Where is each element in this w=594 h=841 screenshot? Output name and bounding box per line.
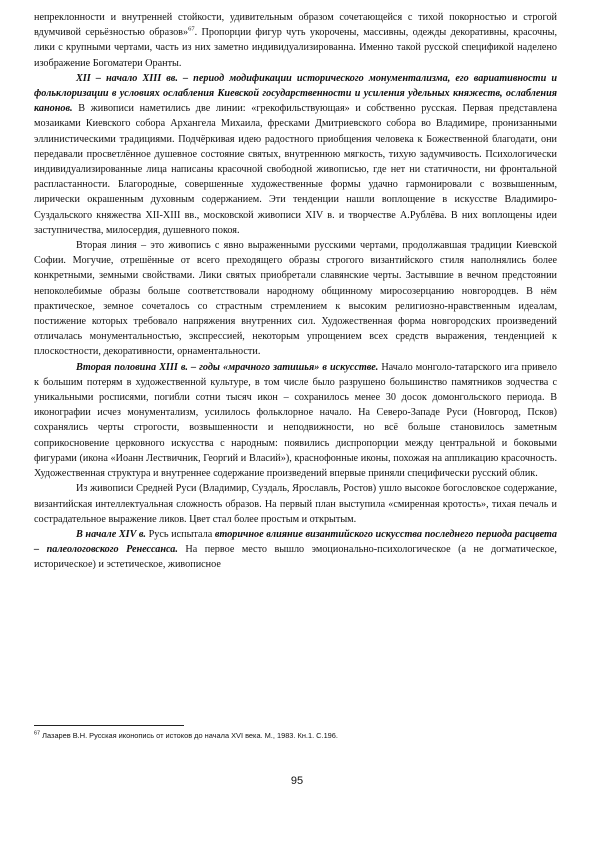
paragraph-text: непреклонности и внутренней стойкости, удивительным образом сочетающейся с тихой покорностью и строгой вдумчивой серьёзностью образов»	[34, 12, 557, 39]
footnote-text: Лазарев В.Н. Русская иконопись от истоков до начала XVI века. М., 1983. Кн.1. С.196.	[40, 731, 338, 740]
page-number: 95	[290, 775, 304, 787]
footnote-number: 67	[34, 730, 41, 737]
paragraph-3	[34, 238, 557, 360]
paragraph-text: Вторая линия – это живопись с явно выраженными русскими чертами, продолжавшая традиции Киевской Софии. Могучие, отрешённые от всего преходящего образы строгого византийского стиля наполнялись более конкретными, земными свойствами. Лики святых приобретали славянские черты. Застывшие в вечном предстоянии непоколебимые образы больше соответствовали народному общинному миросозерцанию новгородцев. В нём практическое, земное сочеталось со страстным стремлением к высоким религиозно-нравственным идеалам, постижение которых требовало напряжения внутренних сил. Художественная форма новгородских произведений отличалась монументальностью, экспрессией, некоторым упрощением всех средств выражения, тенденцией к плоскостности, декоративности, орнаментальности.	[34, 240, 557, 358]
paragraph-text: Начало монголо-татарского ига привело к большим потерям в художественной культуре, в том числе было разрушено большинство памятников зодчества с уникальными росписями, погибли сотни тысяч икон – сохранилось менее 30 досок домонгольского периода. В иконографии исчез монументализм, усилилось фольклорное начало. На Северо-Западе Руси (Новгород, Псков) сохранялись черты строгости, возвышенности и неподвижности, но всё больше становилось заметным соприкосновение церковного искусства с народным: появились диспропорции между центральной и боковыми фигурами (икона «Иоанн Лествичник, Георгий и Власий»), краснофонные иконы, похожая на аппликацию красочность. Художественная структура и внутреннее содержание произведений впервые приняли специфически русский облик.	[34, 361, 557, 480]
paragraph-6	[34, 527, 557, 573]
footnote-reference[interactable]: 67	[188, 25, 195, 33]
paragraph-1	[34, 10, 557, 71]
paragraph-text: На первое место вышло эмоционально-психологическое (а не догматическое, историческое) и эстетическое, живописное	[34, 544, 557, 571]
paragraph-text: В живописи наметились две линии: «грекофильствующая» и собственно русская. Первая представлена мозаиками Киевского собора Архангела Михаила, фресками Дмитриевского собора во Владимире, пронизанными эллинистическими традициями. Подчёркивая идею радостного приобщения человека к Божественной благодати, они передавали просветлённое душевное состояние святых, внутреннюю мягкость, тихую задумчивость. Психологически индивидуализированные лица написаны красочной свободной живописью, где нет ни статичности, ни фронтальной распластанности. Благородные, совершенные художественные формы удачно гармонировали с возвышенным, лирически окрашенным духовным содержанием. Эти тенденции нашли воплощение в искусстве Владимиро-Суздальского княжества XII-XIII вв., московской живописи XIV в. и творчестве А.Рублёва. В них воплощены идеи заступничества, милосердия, душевного покоя.	[34, 103, 557, 236]
footnote-divider	[34, 725, 184, 726]
section-heading: Вторая половина XIII в. – годы «мрачного затишья» в искусстве.	[76, 361, 379, 373]
section-heading: вторичное влияние византийского искусства последнего периода расцвета – палеологовского Ренессанса.	[34, 528, 557, 556]
paragraph-text: Русь испытала	[145, 528, 215, 540]
paragraph-text: Из живописи Средней Руси (Владимир, Суздаль, Ярославль, Ростов) ушло высокое богословское содержание, византийская интеллектуальная сложность образов. На первый план выступила «смиренная кротость», тихая печаль и сострадательное выражение ликов. Цвет стал более простым и открытым.	[34, 483, 557, 525]
paragraph-text: . Пропорции фигур чуть укорочены, массивны, одежды декоративны, красочны, лики с крупными чертами, часть из них заметно индивидуализированна. Именно такой русской спецификой наделено изображение Богоматери Оранты.	[34, 27, 557, 69]
paragraph-4	[34, 360, 557, 482]
section-heading: В начале XIV в.	[76, 528, 146, 540]
paragraph-5	[34, 481, 557, 527]
section-heading: XII – начало XIII вв. – период модификации исторического монументализма, его вариативности и фольклоризации в условиях ослабления Киевской государственности и усиления удельных княжеств, ослабления канонов.	[34, 72, 557, 115]
footnote	[34, 731, 557, 741]
paragraph-2	[34, 71, 557, 238]
body-text	[34, 10, 557, 573]
